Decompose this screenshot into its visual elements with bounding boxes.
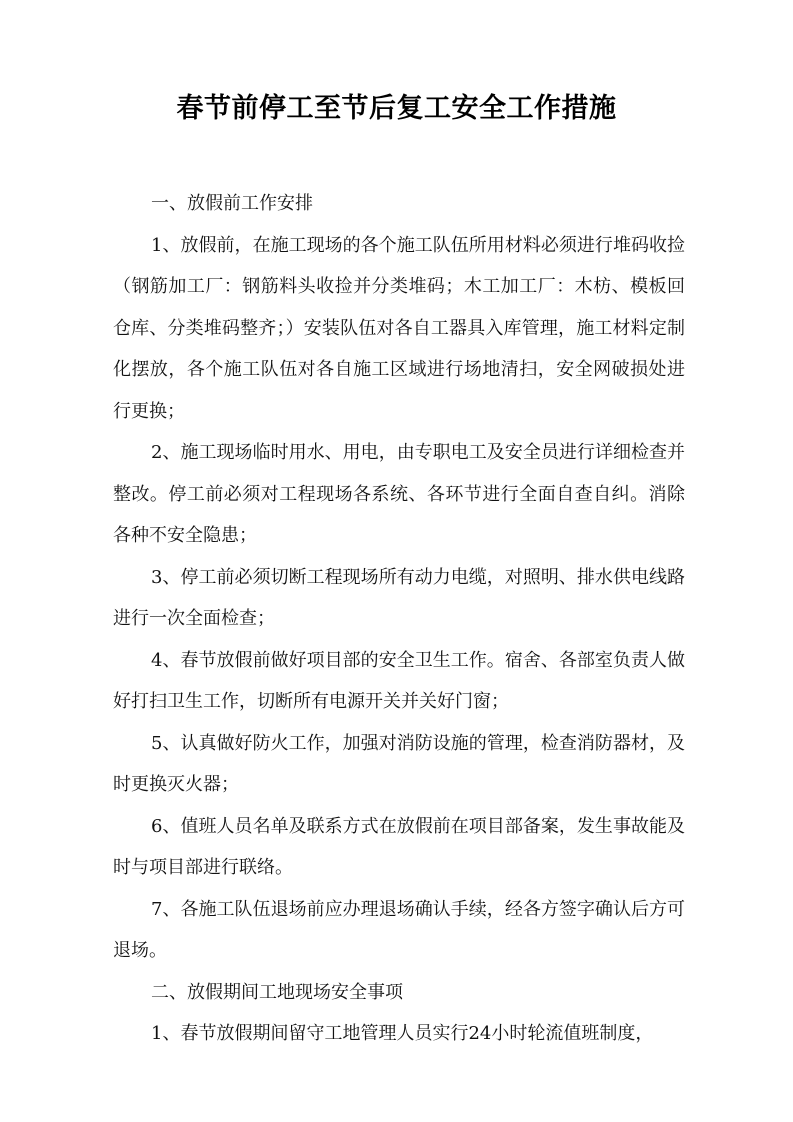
section-heading: 一、放假前工作安排 xyxy=(151,193,313,214)
paragraph: 3、停工前必须切断工程现场所有动力电缆，对照明、排水供电线路进行一次全面检查； xyxy=(113,566,685,629)
section-heading: 二、放假期间工地现场安全事项 xyxy=(151,981,403,1003)
paragraph: 6、值班人员名单及联系方式在放假前在项目部备案，发生事故能及时与项目部进行联络。 xyxy=(113,815,685,878)
document-body xyxy=(113,183,685,1055)
paragraph: 4、春节放假前做好项目部的安全卫生工作。宿舍、各部室负责人做好打扫卫生工作，切断所有电源开关并关好门窗； xyxy=(113,649,685,712)
paragraph: 1、放假前，在施工现场的各个施工队伍所用材料必须进行堆码收捡（钢筋加工厂：钢筋料头收捡并分类堆码；木工加工厂：木枋、模板回仓库、分类堆码整齐；）安装队伍对各自工器具入库管理，施工材料定制化摆放，各个施工队伍对各自施工区域进行场地清扫，安全网破损处进行更换； xyxy=(113,234,685,422)
paragraph: 7、各施工队伍退场前应办理退场确认手续，经各方签字确认后方可退场。 xyxy=(113,898,685,961)
paragraph: 2、施工现场临时用水、用电，由专职电工及安全员进行详细检查并整改。停工前必须对工程现场各系统、各环节进行全面自查自纠。消除各种不安全隐患； xyxy=(113,442,685,546)
paragraph: 1、春节放假期间留守工地管理人员实行24小时轮流值班制度， xyxy=(151,1023,654,1044)
paragraph: 5、认真做好防火工作，加强对消防设施的管理，检查消防器材，及时更换灭火器； xyxy=(113,732,685,795)
document-title: 春节前停工至节后复工安全工作措施 xyxy=(176,93,617,124)
